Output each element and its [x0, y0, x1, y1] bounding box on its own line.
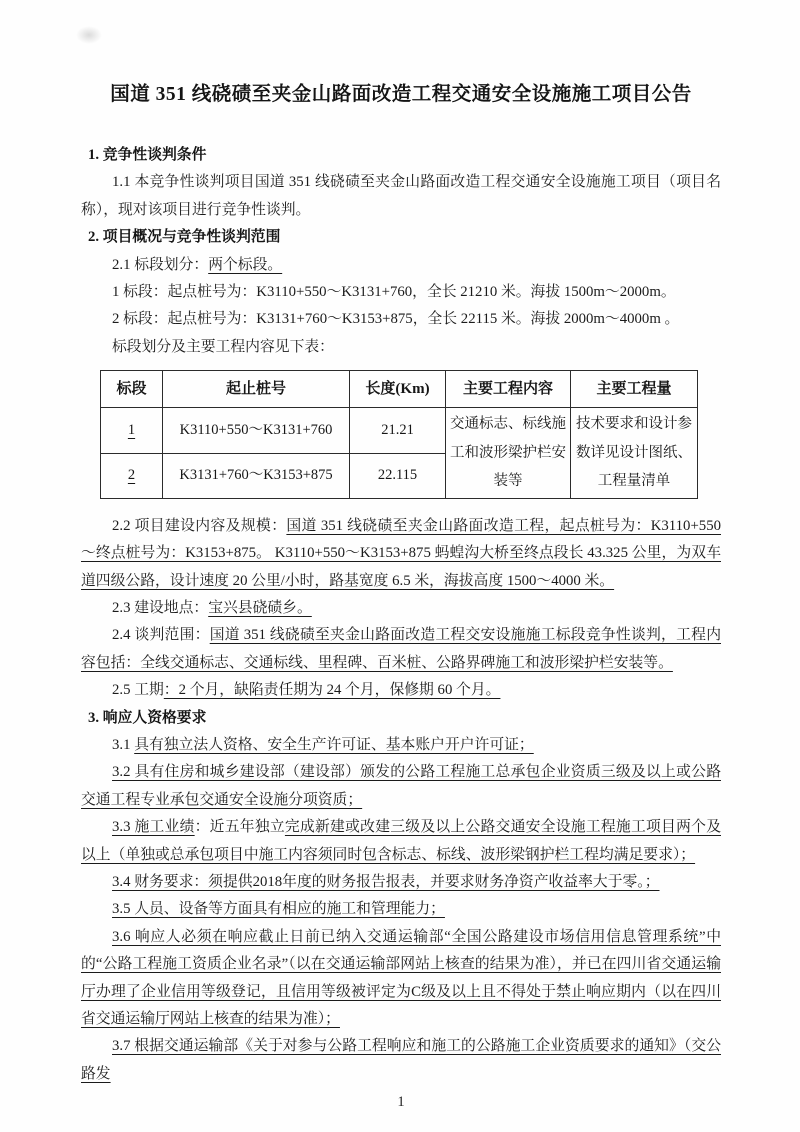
- underlined-text: 3.3 施工业绩: [112, 819, 195, 836]
- header-stakes: 起止桩号: [163, 371, 350, 408]
- underlined-text: 3.2 具有住房和城乡建设部（建设部）颁发的公路工程施工总承包企业资质三级及以上或公路交通工程专业承包交通安全设施分项资质；: [81, 764, 721, 808]
- para-3-3: [81, 814, 721, 869]
- cell-section-1: [101, 408, 163, 453]
- header-length: 长度(Km): [350, 371, 446, 408]
- plain-text: 1. 竞争性谈判条件: [88, 147, 207, 163]
- underlined-text: 国道 351 线硗碛至夹金山路面改造工程交安设施施工标段竞争性谈判，工程内容包括：全线交通标志、交通标线、里程碑、百米桩、公路界碑施工和波形梁护栏安装等。: [81, 627, 721, 671]
- plain-text: 2.1 标段划分：: [112, 256, 209, 273]
- underlined-text: 3.5 人员、设备等方面具有相应的施工和管理能力；: [112, 901, 445, 918]
- plain-text: 标段划分及主要工程内容见下表：: [112, 338, 334, 355]
- para-3-6: [81, 924, 721, 1034]
- plain-text: 2. 项目概况与竞争性谈判范围: [88, 229, 281, 246]
- plain-text: 2.5 工期: [112, 682, 164, 699]
- para-section-2: [81, 306, 721, 333]
- document-body-bottom: [81, 513, 721, 1089]
- cell-work-content: 交通标志、标线施工和波形梁护栏安装等: [446, 408, 571, 499]
- document-title: 国道 351 线硗碛至夹金山路面改造工程交通安全设施施工项目公告: [110, 84, 692, 105]
- plain-text: 1 标段：起点桩号为：K3110+550～K3131+760，全长 21210 米。海拔 1500m～2000m。: [112, 284, 676, 301]
- underlined-text: 具有独立法人资格、安全生产许可证、基本账户开户许可证；: [134, 737, 534, 753]
- plain-text: 2.3 建设地点：: [112, 599, 209, 616]
- underlined-text: ：2 个月，缺陷责任期为 24 个月，保修期 60 个月。: [163, 682, 501, 699]
- para-3-4: [81, 869, 721, 896]
- para-2-5: [81, 677, 721, 704]
- cell-stakes-1: K3110+550～K3131+760: [163, 408, 350, 453]
- underlined-text: 宝兴县硗碛乡。: [208, 599, 312, 616]
- cell-section-2: [101, 453, 163, 498]
- section-number: 1: [127, 422, 136, 439]
- cell-length-1: 21.21: [350, 408, 446, 453]
- underlined-text: 3.4 财务要求：须提供2018年度的财务报告报表，并要求财务净资产收益率大于零。；: [112, 874, 660, 891]
- underlined-text: 完成新建或改建三级及以上公路交通安全设施工程施工项目两个及以上（单独或总承包项目中施工内容须同时包含标志、标线、波形梁钢护栏工程均满足要求）；: [81, 819, 721, 863]
- para-1-1: [81, 169, 721, 224]
- para-2-1: [81, 252, 721, 279]
- section-1-heading: [81, 142, 721, 169]
- para-2-2: [81, 513, 721, 595]
- section-3-heading: [81, 705, 721, 732]
- para-3-7: [81, 1033, 721, 1088]
- underlined-text: 国道 351 线硗碛至夹金山路面改造工程，起点桩号为：K3110+550～终点桩号为：K3153+875。 K3110+550～K3153+875 蚂蝗沟大桥至终点段长 43.325 公里，为双车道四级公路，设计速度 20 公里/小时，路基宽度 6.5 米，海拔高度 1500～4000 米。: [81, 517, 721, 589]
- header-section: 标段: [101, 371, 163, 408]
- table-row: [101, 408, 698, 453]
- underlined-text: 3.7 根据交通运输部《关于对参与公路工程响应和施工的公路施工企业资质要求的通知》（交公路发: [81, 1038, 721, 1082]
- para-table-intro: [81, 334, 721, 361]
- header-work-quantity: 主要工程量: [571, 371, 698, 408]
- header-work-content: 主要工程内容: [446, 371, 571, 408]
- para-3-1: [81, 732, 721, 759]
- cell-length-2: 22.115: [350, 453, 446, 498]
- para-section-1: [81, 279, 721, 306]
- section-2-heading: [81, 224, 721, 251]
- plain-text: 1.1 本竞争性谈判项目国道 351 线硗碛至夹金山路面改造工程交通安全设施施工项目（项目名称），现对该项目进行竞争性谈判。: [81, 174, 721, 218]
- section-number: 2: [127, 467, 136, 484]
- cell-stakes-2: K3131+760～K3153+875: [163, 453, 350, 498]
- document-body-top: [81, 142, 721, 361]
- plain-text: 2.4 谈判范围：: [112, 627, 210, 644]
- page-number: 1: [397, 1094, 405, 1111]
- para-2-4: [81, 622, 721, 677]
- plain-text: 3.1: [112, 737, 135, 753]
- plain-text: ：近五年独立: [194, 819, 285, 836]
- para-3-2: [81, 759, 721, 814]
- table-header-row: [101, 371, 698, 408]
- para-3-5: [81, 896, 721, 923]
- plain-text: 3. 响应人资格要求: [88, 709, 207, 726]
- plain-text: 2 标段：起点桩号为：K3131+760～K3153+875，全长 22115 米。海拔 2000m～4000m 。: [112, 311, 680, 328]
- underlined-text: 3.6 响应人必须在响应截止日前已纳入交通运输部“全国公路建设市场信用信息管理系统”中的“公路工程施工资质企业名录”（以在交通运输部网站上核查的结果为准），并已在四川省交通运输厅办理了企业信用等级登记，且信用等级被评定为C级及以上且不得处于禁止响应期内（以在四川省交通运输厅网站上核查的结果为准）；: [81, 928, 721, 1028]
- scan-smudge-artifact: [76, 26, 102, 44]
- para-2-3: [81, 595, 721, 622]
- cell-work-quantity: 技术要求和设计参数详见设计图纸、工程量清单: [571, 408, 698, 499]
- bid-sections-table: [100, 370, 698, 499]
- underlined-text: 两个标段。: [208, 256, 283, 273]
- plain-text: 2.2 项目建设内容及规模：: [112, 517, 287, 534]
